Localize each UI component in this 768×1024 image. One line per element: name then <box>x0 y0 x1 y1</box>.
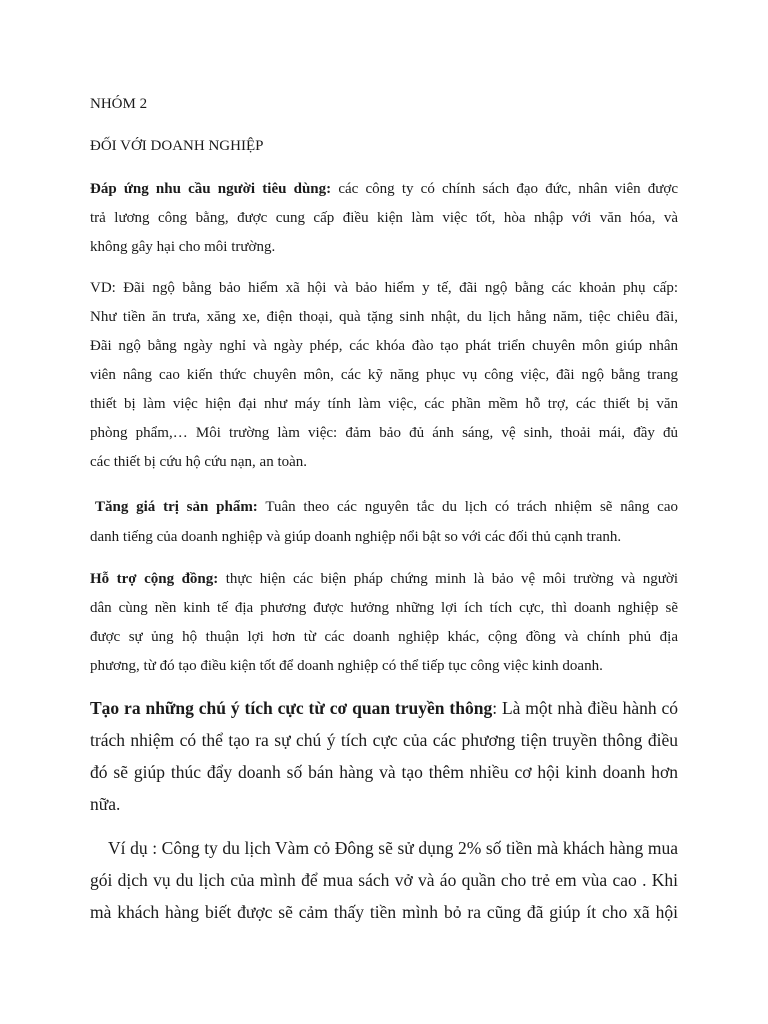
p1-line-3: không gây hại cho môi trường. <box>90 239 276 255</box>
group-title: NHÓM 2 <box>90 96 148 112</box>
p2-line-2: Như tiền ăn trưa, xăng xe, điện thoại, quà tặng sinh nhật, du lịch hằng năm, tiệc chiêu đãi, <box>90 309 678 325</box>
p6-line-1: Ví dụ : Công ty du lịch Vàm cỏ Đông sẽ sử dụng 2% số tiền mà khách hàng mua <box>108 838 678 858</box>
p2-line-5: thiết bị làm việc hiện đại như máy tính làm việc, các phần mềm hỗ trợ, các thiết bị văn <box>90 396 678 412</box>
p2-line-1: VD: Đãi ngộ bằng bảo hiểm xã hội và bảo hiểm y tế, đãi ngộ bằng các khoản phụ cấp: <box>90 280 678 296</box>
p4-line-1 <box>90 569 678 589</box>
p1-line-2: trả lương công bằng, được cung cấp điều kiện làm việc tốt, hòa nhập với văn hóa, và <box>90 210 678 226</box>
p3-line-2: danh tiếng của doanh nghiệp và giúp doanh nghiệp nổi bật so với các đối thủ cạnh tranh. <box>90 529 622 545</box>
p1-line-1 <box>90 179 678 199</box>
p4-heading: Hỗ trợ cộng đồng: <box>90 571 219 587</box>
p2-line-4: viên nâng cao kiến thức chuyên môn, các kỹ năng phục vụ công việc, đãi ngộ bằng trang <box>90 367 678 383</box>
p4-line-2: dân cùng nền kinh tế địa phương được hưởng những lợi ích tích cực, thì doanh nghiệp sẽ <box>90 600 678 616</box>
p3-heading: Tăng giá trị sản phẩm: <box>95 499 258 515</box>
p2-line-6: phòng phẩm,… Môi trường làm việc: đảm bảo đủ ánh sáng, vệ sinh, thoải mái, đầy đủ <box>90 425 678 441</box>
p1-line-1-text: các công ty có chính sách đạo đức, nhân viên được <box>331 181 679 197</box>
p4-line-4: phương, từ đó tạo điều kiện tốt để doanh nghiệp có thể tiếp tục công việc kinh doanh. <box>90 658 603 674</box>
p5-line-3: đó sẽ giúp thúc đẩy doanh số bán hàng và tạo thêm nhiều cơ hội kinh doanh hơn <box>90 762 678 782</box>
p4-line-1-text: thực hiện các biện pháp chứng minh là bảo vệ môi trường và người <box>218 571 678 587</box>
p5-line-2: trách nhiệm có thể tạo ra sự chú ý tích cực của các phương tiện truyền thông điều <box>90 730 678 750</box>
p6-line-2: gói dịch vụ du lịch của mình để mua sách vở và áo quần cho trẻ em vùa cao . Khi <box>90 870 678 890</box>
p5-line-1-text: : Là một nhà điều hành có <box>492 698 678 718</box>
p5-heading: Tạo ra những chú ý tích cực từ cơ quan truyền thông <box>90 698 493 718</box>
p6-line-3: mà khách hàng biết được sẽ cảm thấy tiền mình bỏ ra cũng đã giúp ít cho xã hội <box>90 902 678 922</box>
p2-line-3: Đãi ngộ bằng ngày nghỉ và ngày phép, các khóa đào tạo phát triển chuyên môn giúp nhân <box>90 338 678 354</box>
p3-line-1-text: Tuân theo các nguyên tắc du lịch có trách nhiệm sẽ nâng cao <box>257 499 678 515</box>
p4-line-3: được sự ủng hộ thuận lợi hơn từ các doanh nghiệp khác, cộng đồng và chính phủ địa <box>90 629 678 645</box>
p5-line-1 <box>90 696 678 720</box>
p3-line-1 <box>95 497 678 517</box>
p1-heading: Đáp ứng nhu cầu người tiêu dùng: <box>90 181 332 197</box>
p5-line-4: nữa. <box>90 794 121 814</box>
p2-line-7: các thiết bị cứu hộ cứu nạn, an toàn. <box>90 454 308 470</box>
section-title: ĐỐI VỚI DOANH NGHIỆP <box>90 138 264 154</box>
